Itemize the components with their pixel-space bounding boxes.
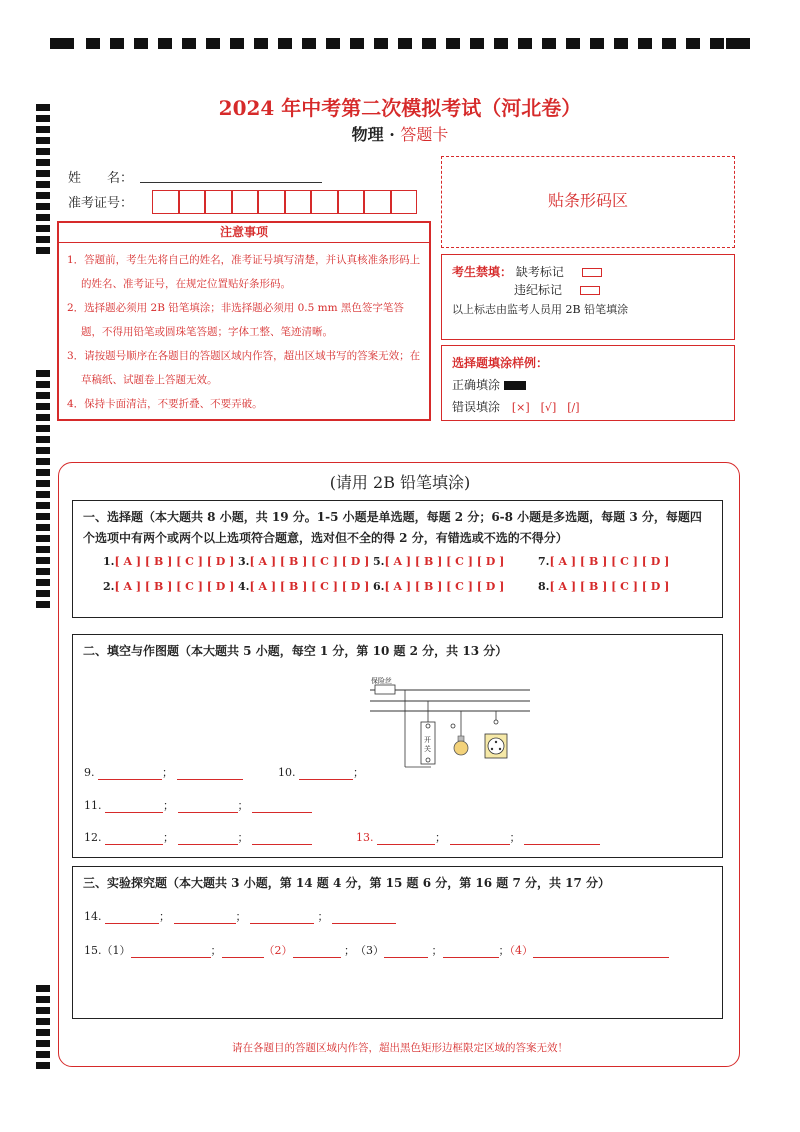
- section-experiment-title: 三、实验探究题（本大题共 3 小题，第 14 题 4 分，第 15 题 6 分，第 16 题 7 分，共 17 分）: [83, 876, 611, 890]
- notice-item-2: 2．选择题必须用 2B 铅笔填涂；非选择题必须用 0.5 mm 黑色签字笔答题，不得用铅笔或圆珠笔答题；字体工整、笔迹清晰。: [67, 302, 404, 338]
- q3-options[interactable]: 3.[ A ] [ B ] [ C ] [ D ]: [238, 555, 370, 568]
- q12-answer-line[interactable]: 12. ； ；: [84, 829, 312, 845]
- sample-title: 选择题填涂样例：: [452, 356, 549, 370]
- card-subtitle: [0, 122, 800, 145]
- violation-label: 违纪标记: [514, 283, 563, 297]
- timing-marks-top: [50, 38, 750, 50]
- notice-item-4: 4．保持卡面清洁，不要折叠、不要弄破。: [67, 398, 263, 410]
- dot-separator: ·: [389, 125, 395, 144]
- section-fill-title: 二、填空与作图题（本大题共 5 小题，每空 1 分，第 10 题 2 分，共 13 分）: [83, 644, 508, 658]
- name-label: 姓 名：: [68, 171, 134, 186]
- notice-heading: 注意事项: [59, 223, 429, 243]
- examinee-forbidden-box: [441, 254, 735, 340]
- forbid-note: 以上标志由监考人员用 2B 铅笔填涂: [452, 303, 629, 316]
- q9-answer-line[interactable]: 9. ；: [84, 764, 243, 780]
- q10-answer-line[interactable]: 10. ；: [278, 766, 364, 779]
- fill-sample-box: [441, 345, 735, 421]
- q1-options[interactable]: 1.[ A ] [ B ] [ C ] [ D ]: [103, 555, 235, 568]
- absent-mark[interactable]: [582, 268, 602, 277]
- q15-answer-line[interactable]: 15.（1） ； （2） ； （3） ； ；（4）: [84, 942, 669, 958]
- correct-label: 正确填涂: [452, 378, 501, 392]
- q6-options[interactable]: 6.[ A ] [ B ] [ C ] [ D ]: [373, 580, 505, 593]
- section-choice-title: 一、选择题（本大题共 8 小题，共 19 分。1-5 小题是单选题，每题 2 分；6-8 小题是多选题，每题 3 分，每题四个选项中有两个或两个以上选项符合题意，选对但不全的得 2 分，有错选或不选的不得分）: [83, 510, 702, 545]
- wrong-fill-samples: [×] [√] [/]: [511, 401, 580, 414]
- notice-item-3: 3．请按题号顺序在各题目的答题区域内作答，超出区域书写的答案无效；在草稿纸、试题卷上答题无效。: [67, 350, 421, 386]
- q4-options[interactable]: 4.[ A ] [ B ] [ C ] [ D ]: [238, 580, 370, 593]
- wrong-label: 错误填涂: [452, 400, 501, 414]
- correct-fill-sample: [504, 381, 526, 390]
- q5-options[interactable]: 5.[ A ] [ B ] [ C ] [ D ]: [373, 555, 505, 568]
- q11-answer-line[interactable]: 11. ； ；: [84, 797, 312, 813]
- id-number-boxes[interactable]: [152, 190, 417, 214]
- answer-area-title: (请用 2B 铅笔填涂): [329, 473, 471, 492]
- barcode-area: 贴条形码区: [441, 156, 735, 248]
- violation-mark[interactable]: [580, 286, 600, 295]
- card-label: 答题卡: [400, 125, 449, 144]
- q2-options[interactable]: 2.[ A ] [ B ] [ C ] [ D ]: [103, 580, 235, 593]
- name-field[interactable]: [140, 167, 322, 183]
- q14-answer-line[interactable]: 14. ； ； ；: [84, 908, 396, 924]
- fuse-label: 保险丝: [371, 677, 392, 685]
- switch-label: 开关: [424, 736, 431, 753]
- forbid-label: 考生禁填：: [452, 265, 513, 279]
- household-circuit-diagram: [365, 672, 535, 782]
- absent-label: 缺考标记: [515, 265, 564, 279]
- q13-answer-line[interactable]: 13. ； ；: [356, 829, 600, 845]
- subject: 物理: [351, 125, 384, 144]
- answer-area-footer-note: 请在各题目的答题区域内作答，超出黑色矩形边框限定区域的答案无效！: [232, 1042, 568, 1054]
- exam-title: 2024 年中考第二次模拟考试（河北卷）: [218, 96, 582, 120]
- q8-options[interactable]: 8.[ A ] [ B ] [ C ] [ D ]: [538, 580, 670, 593]
- notice-box: [57, 221, 431, 421]
- q7-options[interactable]: 7.[ A ] [ B ] [ C ] [ D ]: [538, 555, 670, 568]
- id-label: 准考证号：: [68, 196, 134, 211]
- notice-item-1: 1．答题前，考生先将自己的姓名，准考证号填写清楚，并认真核准条形码上的姓名、准考证号，在规定位置贴好条形码。: [67, 254, 421, 290]
